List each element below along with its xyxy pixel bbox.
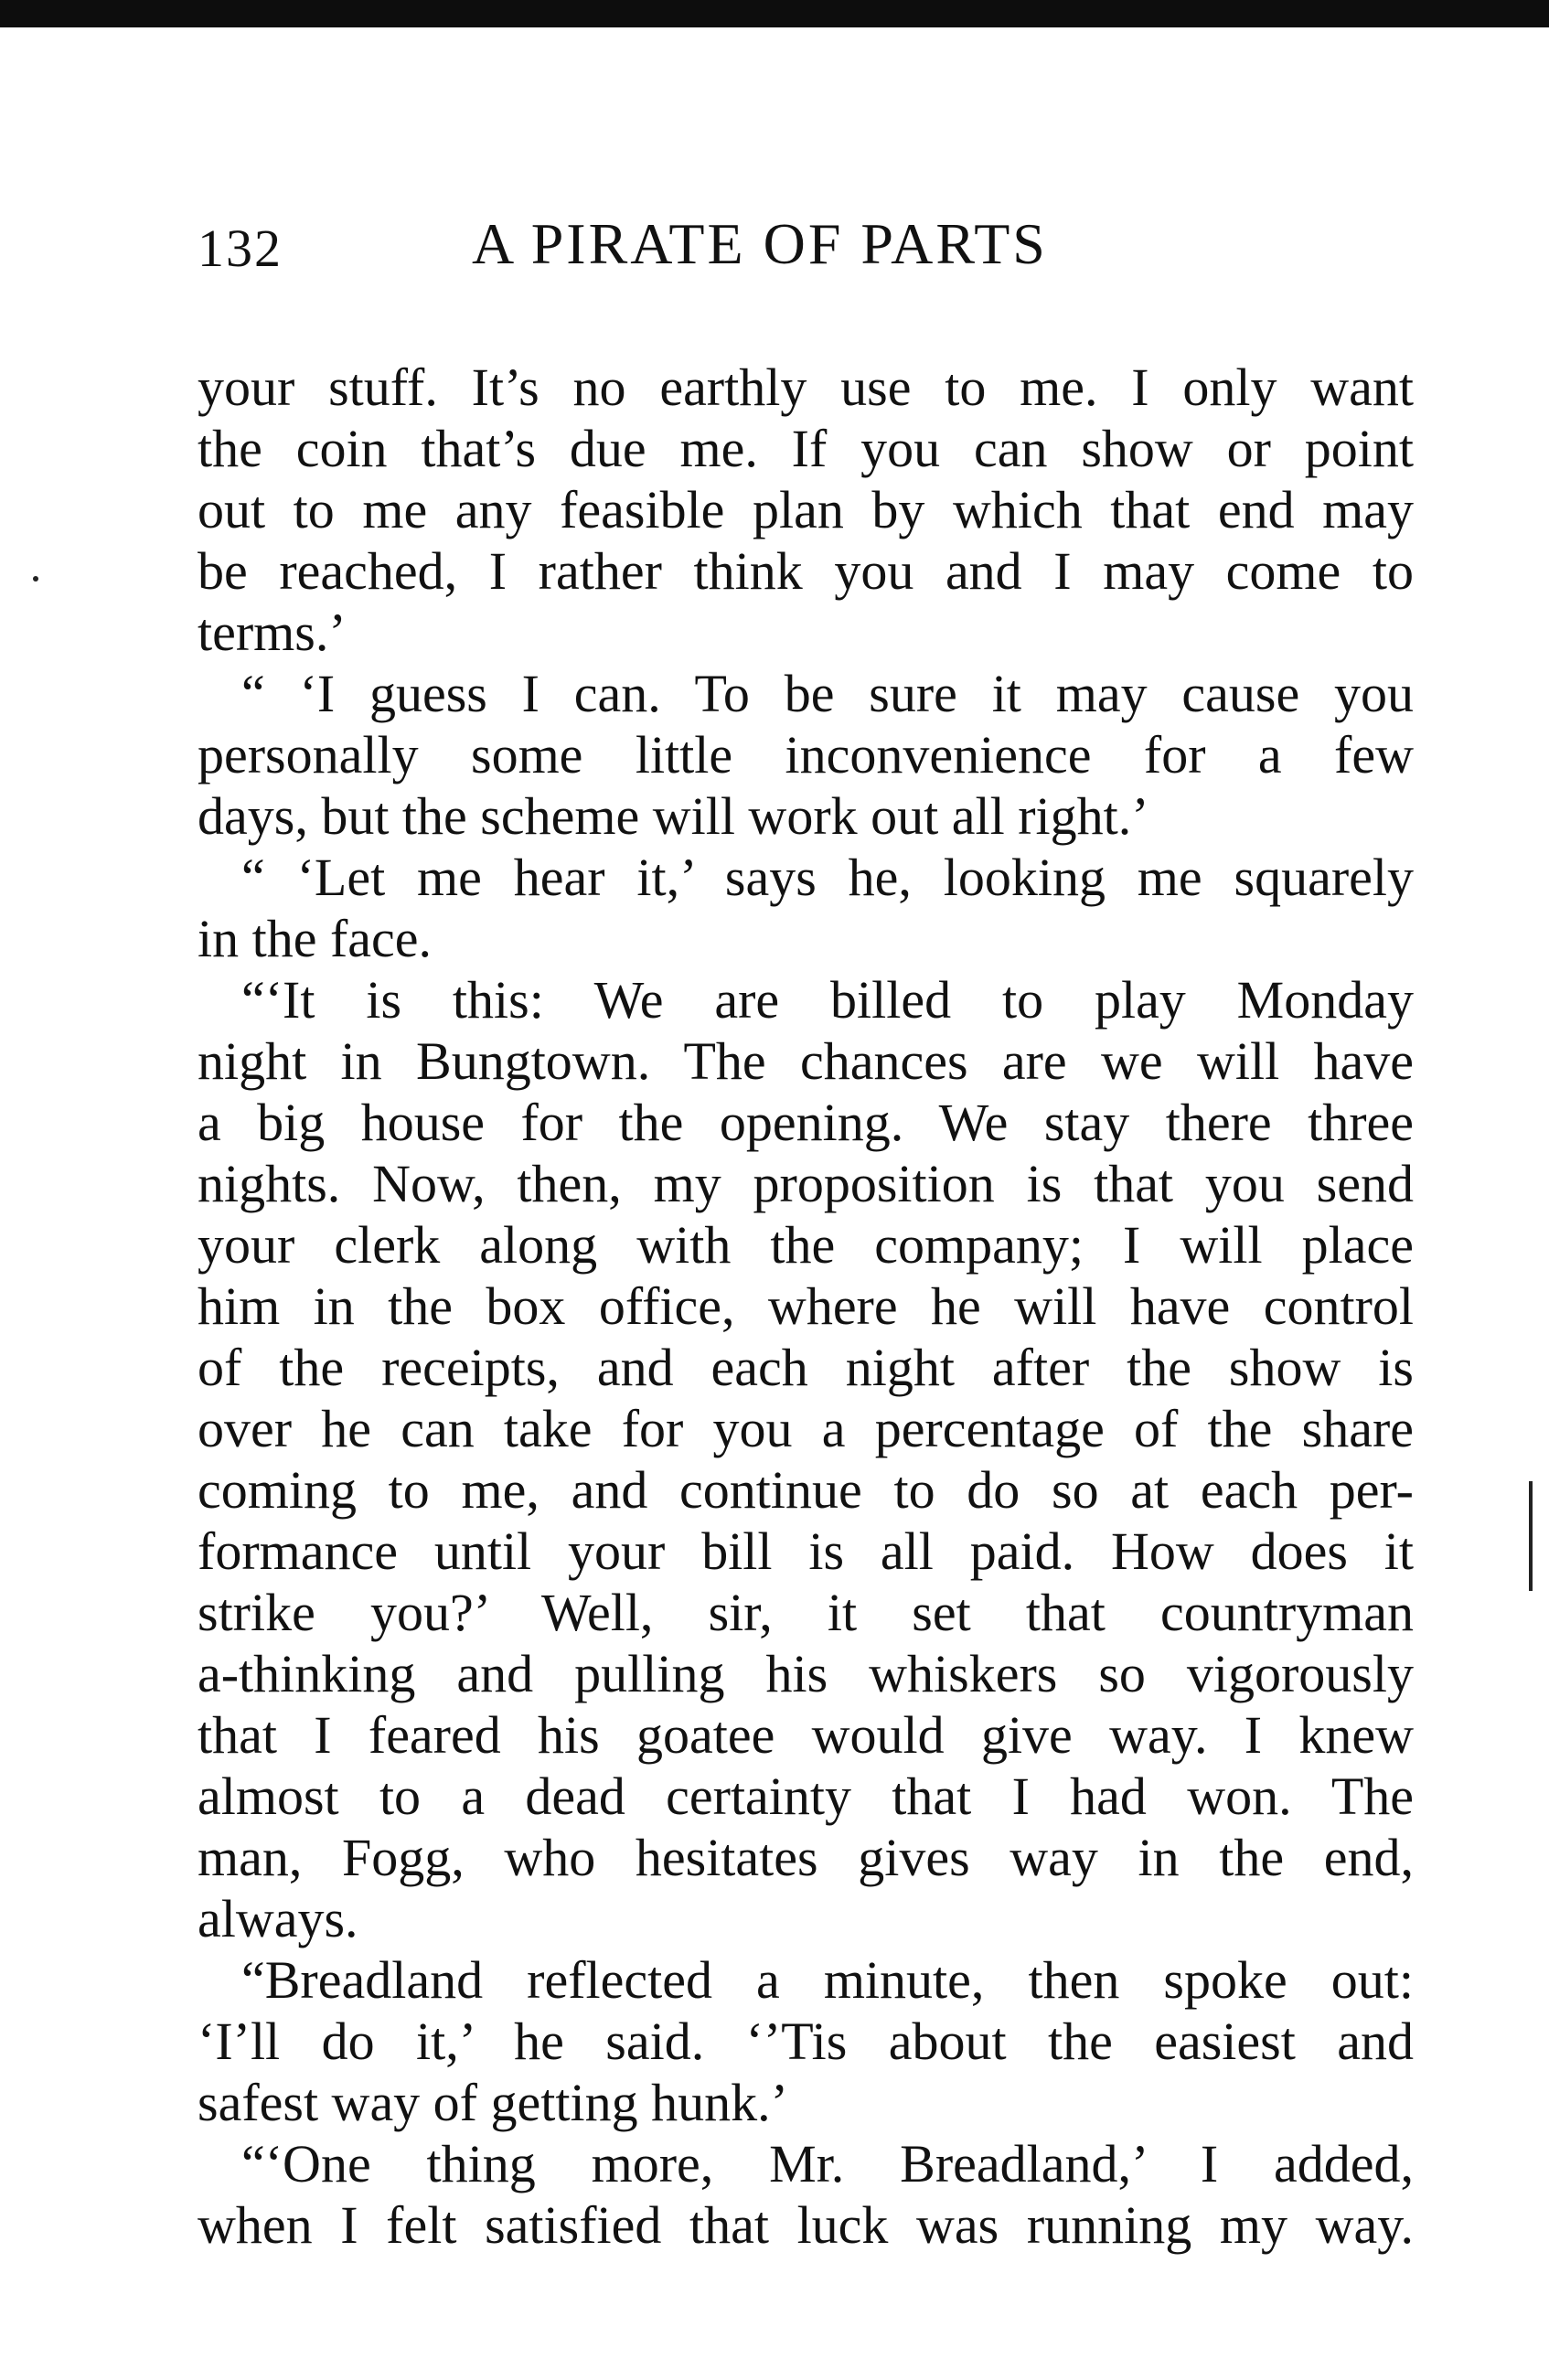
- text-line: the coin that’s due me. If you can show or point: [198, 419, 1414, 478]
- text-line: over he can take for you a percentage of the share: [198, 1399, 1414, 1458]
- text-line: man, Fogg, who hesitates gives way in the end,: [198, 1828, 1414, 1887]
- running-title: A PIRATE OF PARTS: [472, 211, 1048, 276]
- body-text: [198, 357, 1414, 2256]
- text-line: your stuff. It’s no earthly use to me. I only want: [198, 358, 1414, 417]
- text-line: be reached, I rather think you and I may come to: [198, 541, 1414, 601]
- text-line: terms.’: [198, 603, 347, 662]
- text-line: “Breadland reflected a minute, then spoke out:: [241, 1950, 1414, 2010]
- text-line: a-thinking and pulling his whiskers so vigorously: [198, 1644, 1414, 1703]
- text-line: in the face.: [198, 909, 433, 968]
- text-line: days, but the scheme will work out all right.’: [198, 786, 1149, 846]
- scan-speck: [33, 576, 38, 582]
- text-line: almost to a dead certainty that I had won. The: [198, 1766, 1414, 1826]
- text-line: coming to me, and continue to do so at each per-: [198, 1460, 1414, 1520]
- book-page: [198, 210, 1414, 2256]
- text-line: out to me any feasible plan by which that end may: [198, 480, 1414, 539]
- text-line: personally some little inconvenience for a few: [198, 725, 1414, 784]
- text-line: “‘One thing more, Mr. Breadland,’ I added,: [241, 2134, 1414, 2193]
- text-line: “‘It is this: We are billed to play Monday: [241, 970, 1414, 1030]
- text-line: “ ‘I guess I can. To be sure it may cause you: [241, 664, 1414, 723]
- text-line: that I feared his goatee would give way. I knew: [198, 1705, 1414, 1765]
- text-line: your clerk along with the company; I will place: [198, 1215, 1414, 1275]
- text-line: when I felt satisfied that luck was running my way.: [198, 2195, 1414, 2255]
- top-scan-border: [0, 0, 1549, 27]
- text-line: of the receipts, and each night after the show is: [198, 1338, 1414, 1397]
- text-line: nights. Now, then, my proposition is that you send: [198, 1154, 1414, 1213]
- margin-scan-mark: [1529, 1481, 1533, 1591]
- text-line: strike you?’ Well, sir, it set that countryman: [198, 1583, 1414, 1642]
- text-line: always.: [198, 1889, 358, 1948]
- text-line: safest way of getting hunk.’: [198, 2073, 788, 2132]
- text-line: ‘I’ll do it,’ he said. ‘’Tis about the easiest and: [198, 2012, 1414, 2071]
- text-line: a big house for the opening. We stay there three: [198, 1093, 1414, 1152]
- running-head: [198, 210, 1414, 311]
- page-number: 132: [198, 219, 283, 278]
- text-line: “ ‘Let me hear it,’ says he, looking me squarely: [241, 848, 1414, 907]
- text-line: night in Bungtown. The chances are we will have: [198, 1031, 1414, 1091]
- text-line: formance until your bill is all paid. How does it: [198, 1521, 1414, 1581]
- text-line: him in the box office, where he will have control: [198, 1276, 1414, 1336]
